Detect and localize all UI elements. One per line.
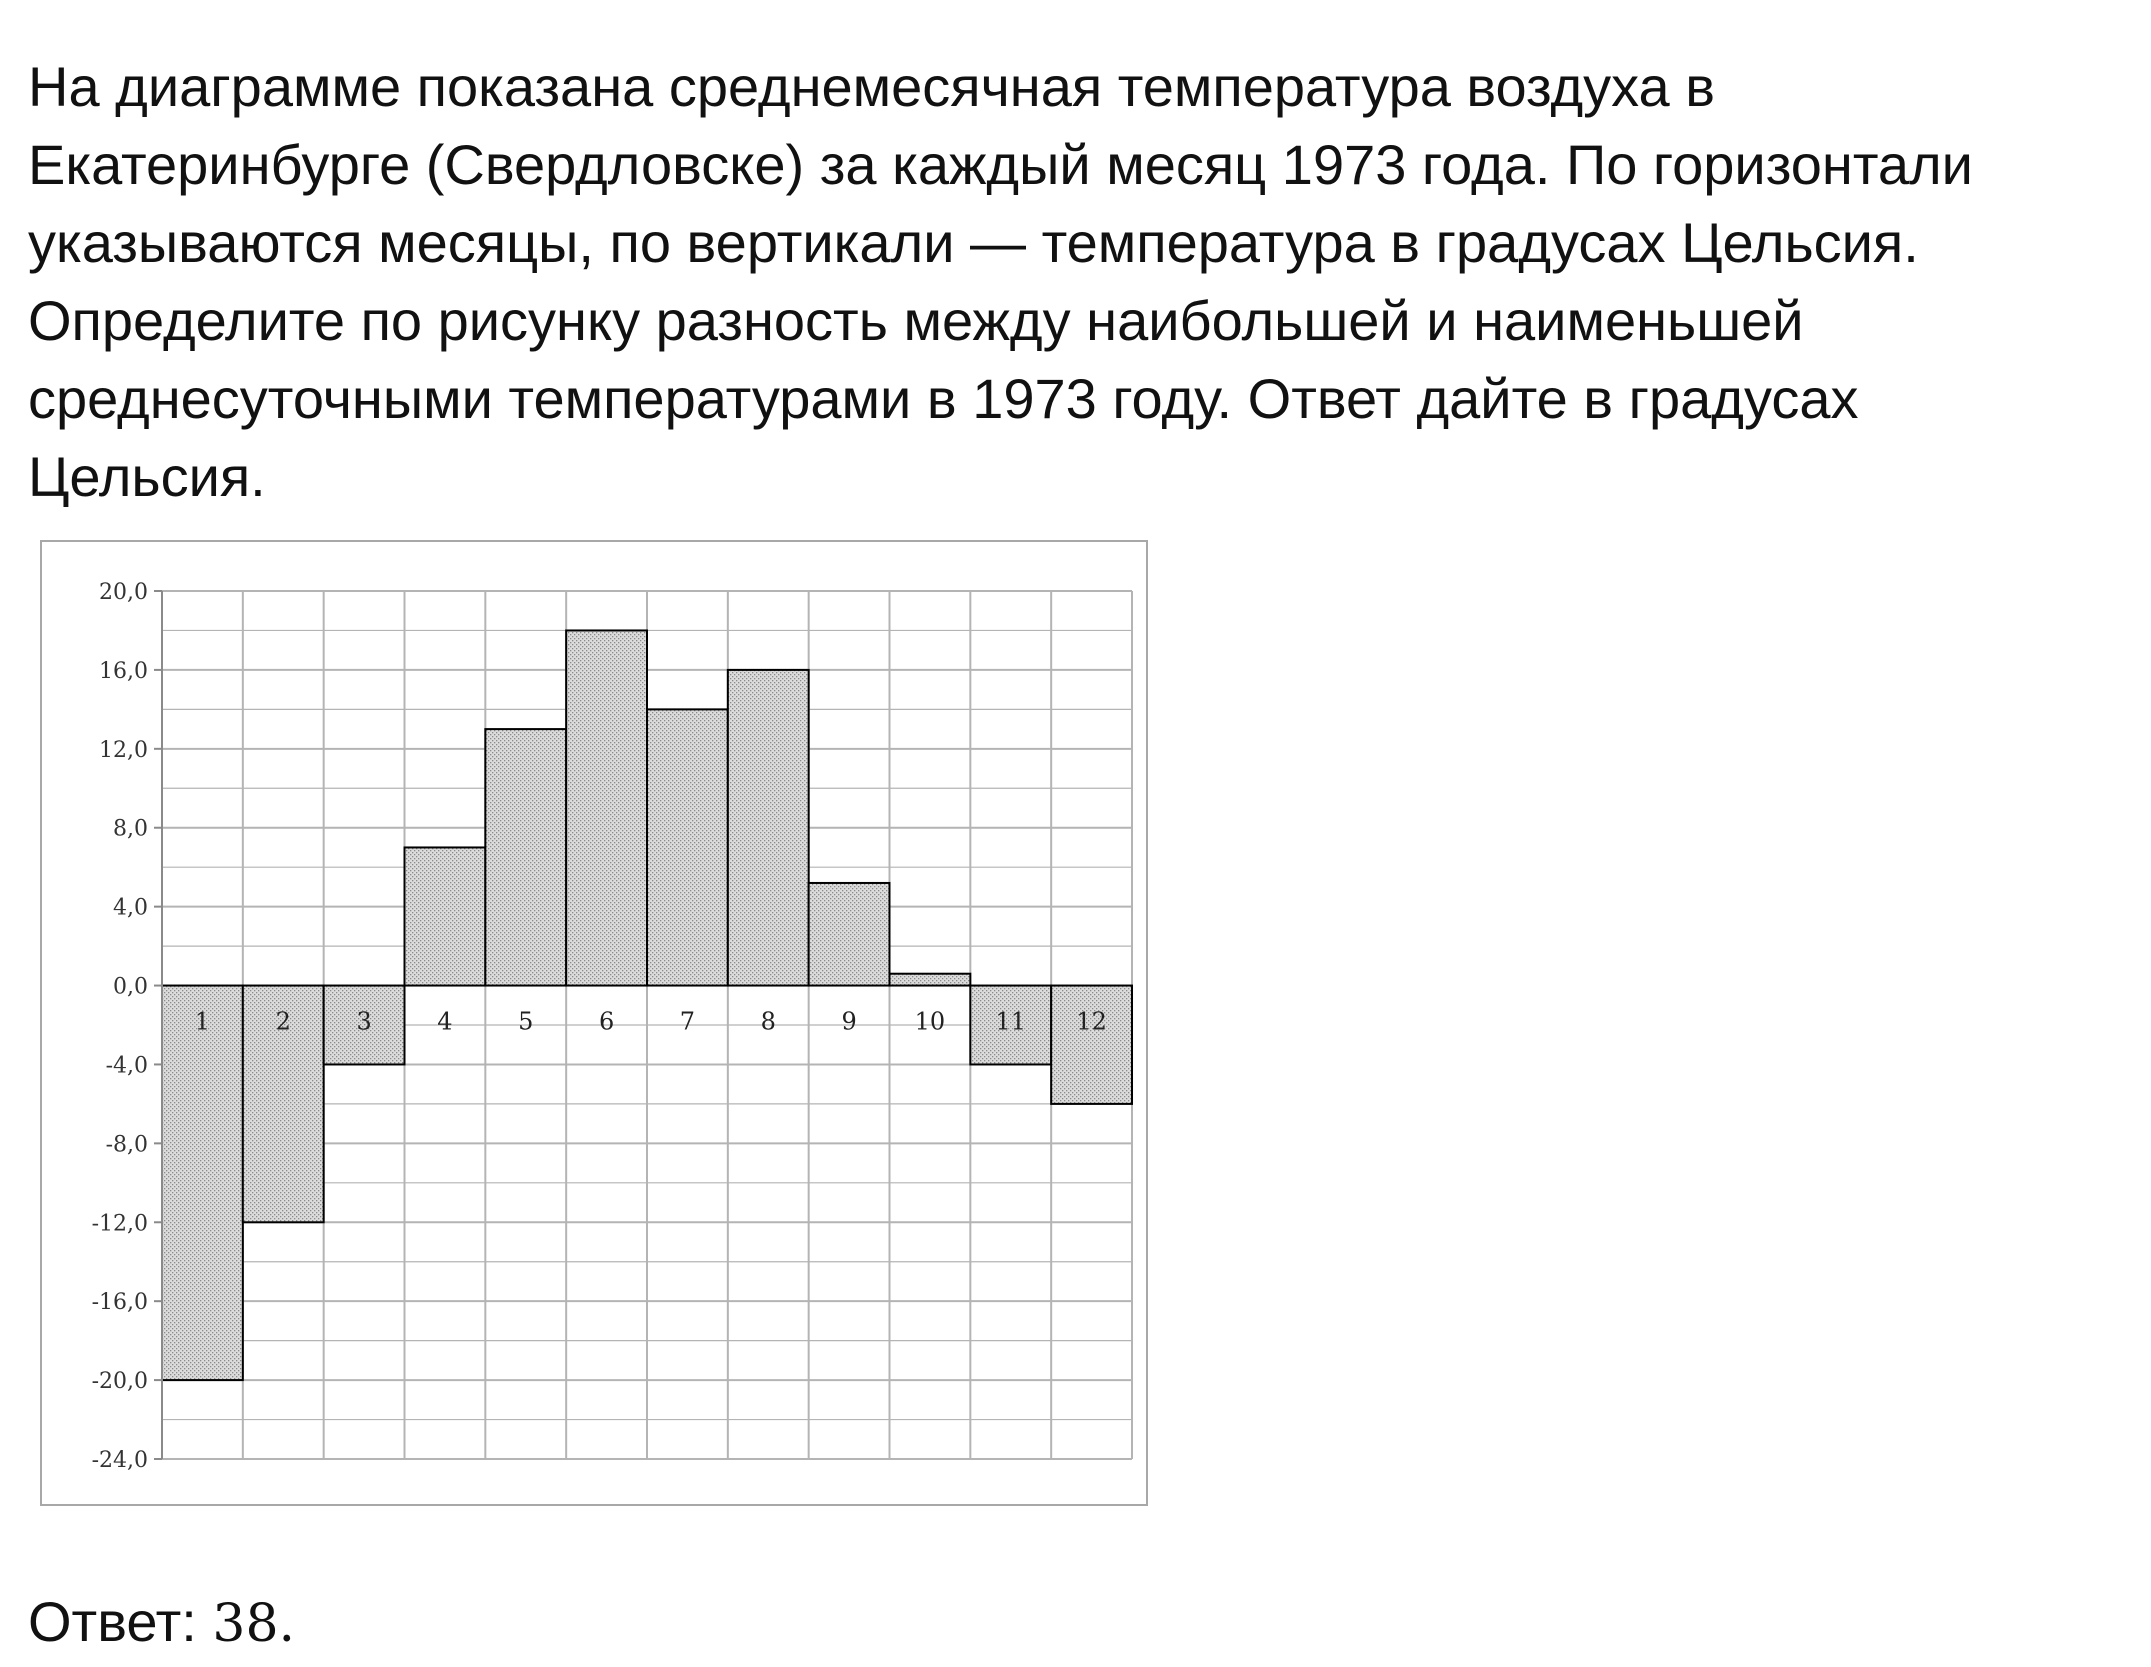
- x-category-label: 6: [598, 1007, 615, 1036]
- y-tick-label: 16,0: [99, 658, 148, 684]
- bar-month-4: [405, 847, 486, 985]
- y-tick-label: 4,0: [113, 895, 148, 921]
- y-tick-label: 8,0: [113, 816, 148, 842]
- y-axis: [92, 580, 162, 1473]
- x-category-label: 12: [1076, 1007, 1107, 1036]
- y-tick-label: -24,0: [91, 1448, 148, 1473]
- x-category-label: 9: [841, 1007, 857, 1036]
- y-tick-label: -20,0: [91, 1369, 148, 1395]
- bar-month-5: [485, 729, 566, 985]
- y-tick-label: -4,0: [105, 1053, 148, 1079]
- answer-value: 38.: [212, 1594, 296, 1654]
- y-tick-label: 12,0: [99, 737, 148, 763]
- x-category-label: 3: [356, 1007, 372, 1036]
- bar-month-6: [566, 630, 647, 985]
- chart-frame: [40, 540, 1148, 1506]
- x-category-label: 11: [995, 1007, 1027, 1036]
- bar-month-12: [1051, 986, 1132, 1104]
- bar-month-8: [728, 670, 809, 986]
- bar-month-10: [890, 974, 971, 986]
- answer-label: Ответ:: [28, 1590, 197, 1653]
- x-category-label: 2: [275, 1007, 291, 1036]
- x-category-label: 8: [760, 1007, 776, 1036]
- y-tick-label: -12,0: [91, 1211, 148, 1237]
- bar-month-7: [647, 709, 728, 985]
- answer-line: [28, 1590, 295, 1656]
- x-category-label: 10: [914, 1007, 946, 1036]
- y-tick-label: 20,0: [99, 580, 148, 605]
- y-tick-label: -8,0: [105, 1132, 148, 1158]
- x-category-label: 7: [679, 1007, 696, 1036]
- x-category-label: 4: [437, 1007, 453, 1036]
- temperature-bar-chart: [42, 542, 1146, 1504]
- x-category-label: 1: [194, 1007, 211, 1036]
- y-tick-label: 0,0: [113, 974, 148, 1000]
- bar-month-1: [162, 986, 243, 1381]
- bar-month-9: [809, 883, 890, 986]
- problem-text: На диаграмме показана среднемесячная температура воздуха в Екатеринбурге (Свердловске) за каждый месяц 1973 года. По горизонтали указываются месяцы, по вертикали — температура в градусах Цельсия. Определите по рисунку разность между наибольшей и наименьшей среднесуточными температурами в 1973 году. Ответ дайте в градусах Цельсия.: [28, 55, 1973, 508]
- y-tick-label: -16,0: [91, 1290, 148, 1316]
- x-category-label: 5: [518, 1007, 534, 1036]
